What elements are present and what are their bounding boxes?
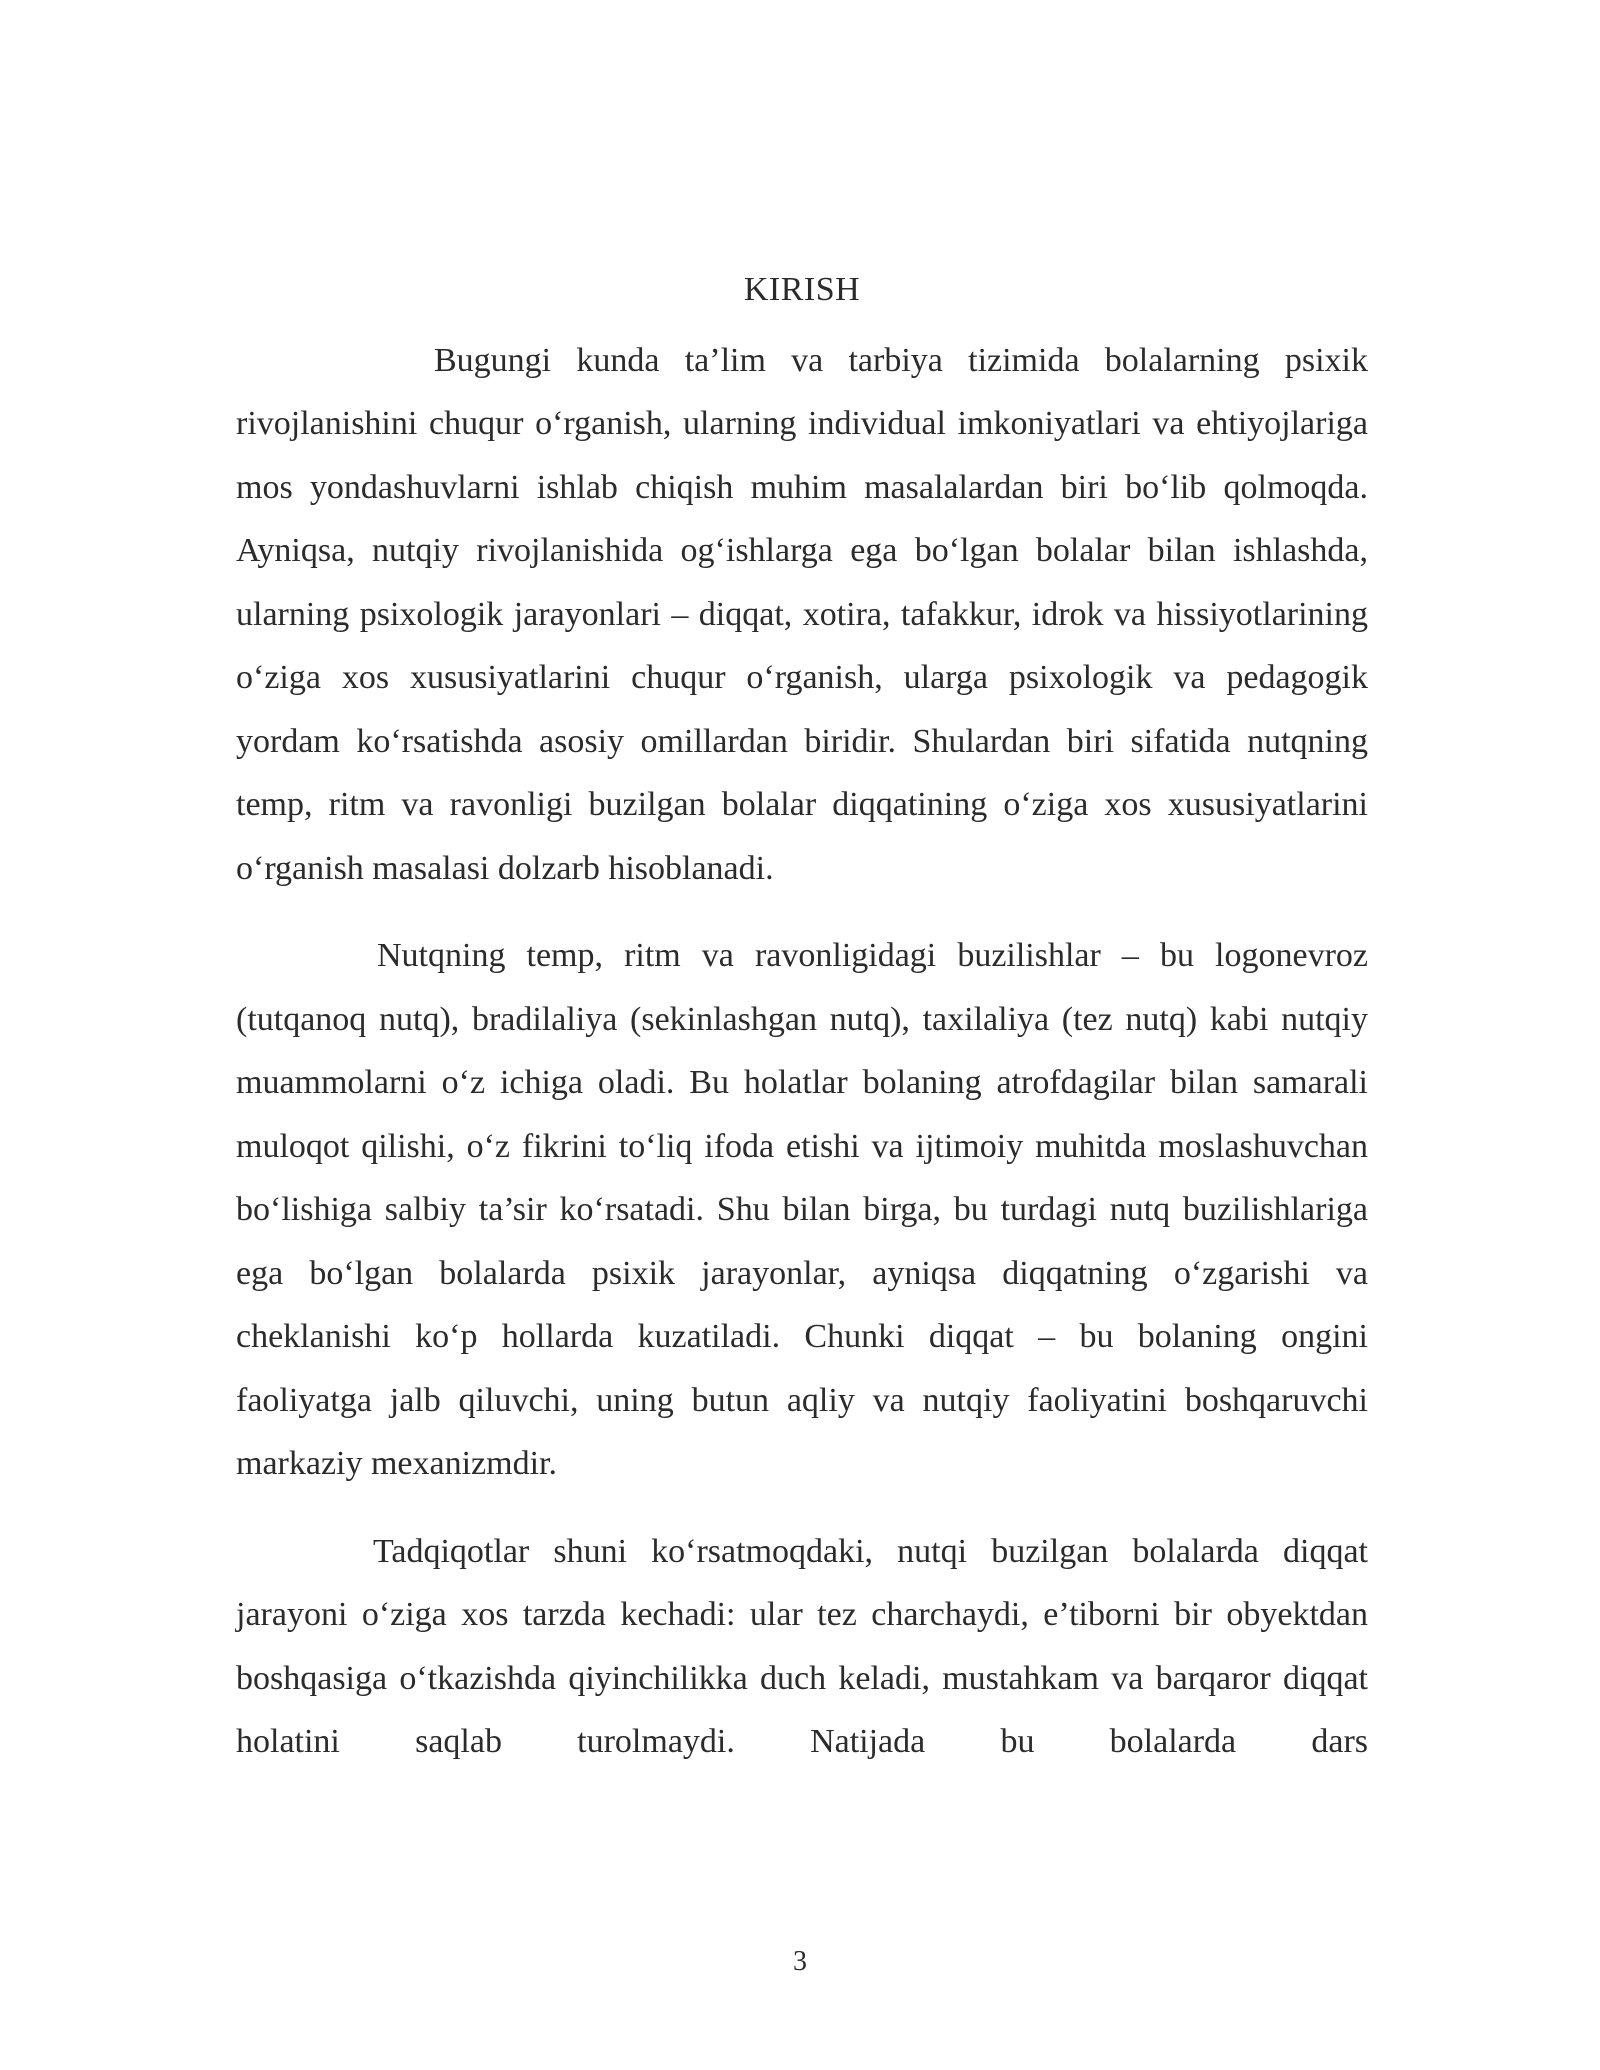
paragraph-3: Tadqiqotlar shuni ko‘rsatmoqdaki, nutqi buzilgan bolalarda diqqat jarayoni o‘ziga xos tarzda kechadi: ular tez charchaydi, e’tiborni bir obyektdan boshqasiga o‘tkazishda qiyinchilikka duch keladi, mustahkam va barqaror diqqat holatini saqlab turolmaydi. Natijada bu bolalarda dars (236, 1532, 1368, 1760)
page-number: 3 (793, 1946, 807, 1977)
section-title: KIRISH (743, 271, 861, 308)
paragraph-2: Nutqning temp, ritm va ravonligidagi buzilishlar – bu logonevroz (tutqanoq nutq), bradilaliya (sekinlashgan nutq), taxilaliya (tez nutq) kabi nutqiy muammolarni o‘z ichiga oladi. Bu holatlar bolaning atrofdagilar bilan samarali muloqot qilishi, o‘z fikrini to‘liq ifoda etishi va ijtimoiy muhitda moslashuvchan bo‘lishiga salbiy ta’sir ko‘rsatadi. Shu bilan birga, bu turdagi nutq buzilishlariga ega bo‘lgan bolalarda psixik jarayonlar, ayniqsa diqqatning o‘zgarishi va cheklanishi ko‘p hollarda kuzatiladi. Chunki diqqat – bu bolaning ongini faoliyatga jalb qiluvchi, uning butun aqliy va nutqiy faoliyatini boshqaruvchi markaziy mexanizmdir. (236, 937, 1368, 1482)
paragraph-1: Bugungi kunda ta’lim va tarbiya tizimida bolalarning psixik rivojlanishini chuqur o‘rganish, ularning individual imkoniyatlari va ehtiyojlariga mos yondashuvlarni ishlab chiqish muhim masalalardan biri bo‘lib qolmoqda. Ayniqsa, nutqiy rivojlanishida og‘ishlarga ega bo‘lgan bolalar bilan ishlashda, ularning psixologik jarayonlari – diqqat, xotira, tafakkur, idrok va hissiyotlarining o‘ziga xos xususiyatlarini chuqur o‘rganish, ularga psixologik va pedagogik yordam ko‘rsatishda asosiy omillardan biridir. Shulardan biri sifatida nutqning temp, ritm va ravonligi buzilgan bolalar diqqatining o‘ziga xos xususiyatlarini o‘rganish masalasi dolzarb hisoblanadi. (236, 341, 1368, 887)
page-body (236, 258, 1368, 1774)
